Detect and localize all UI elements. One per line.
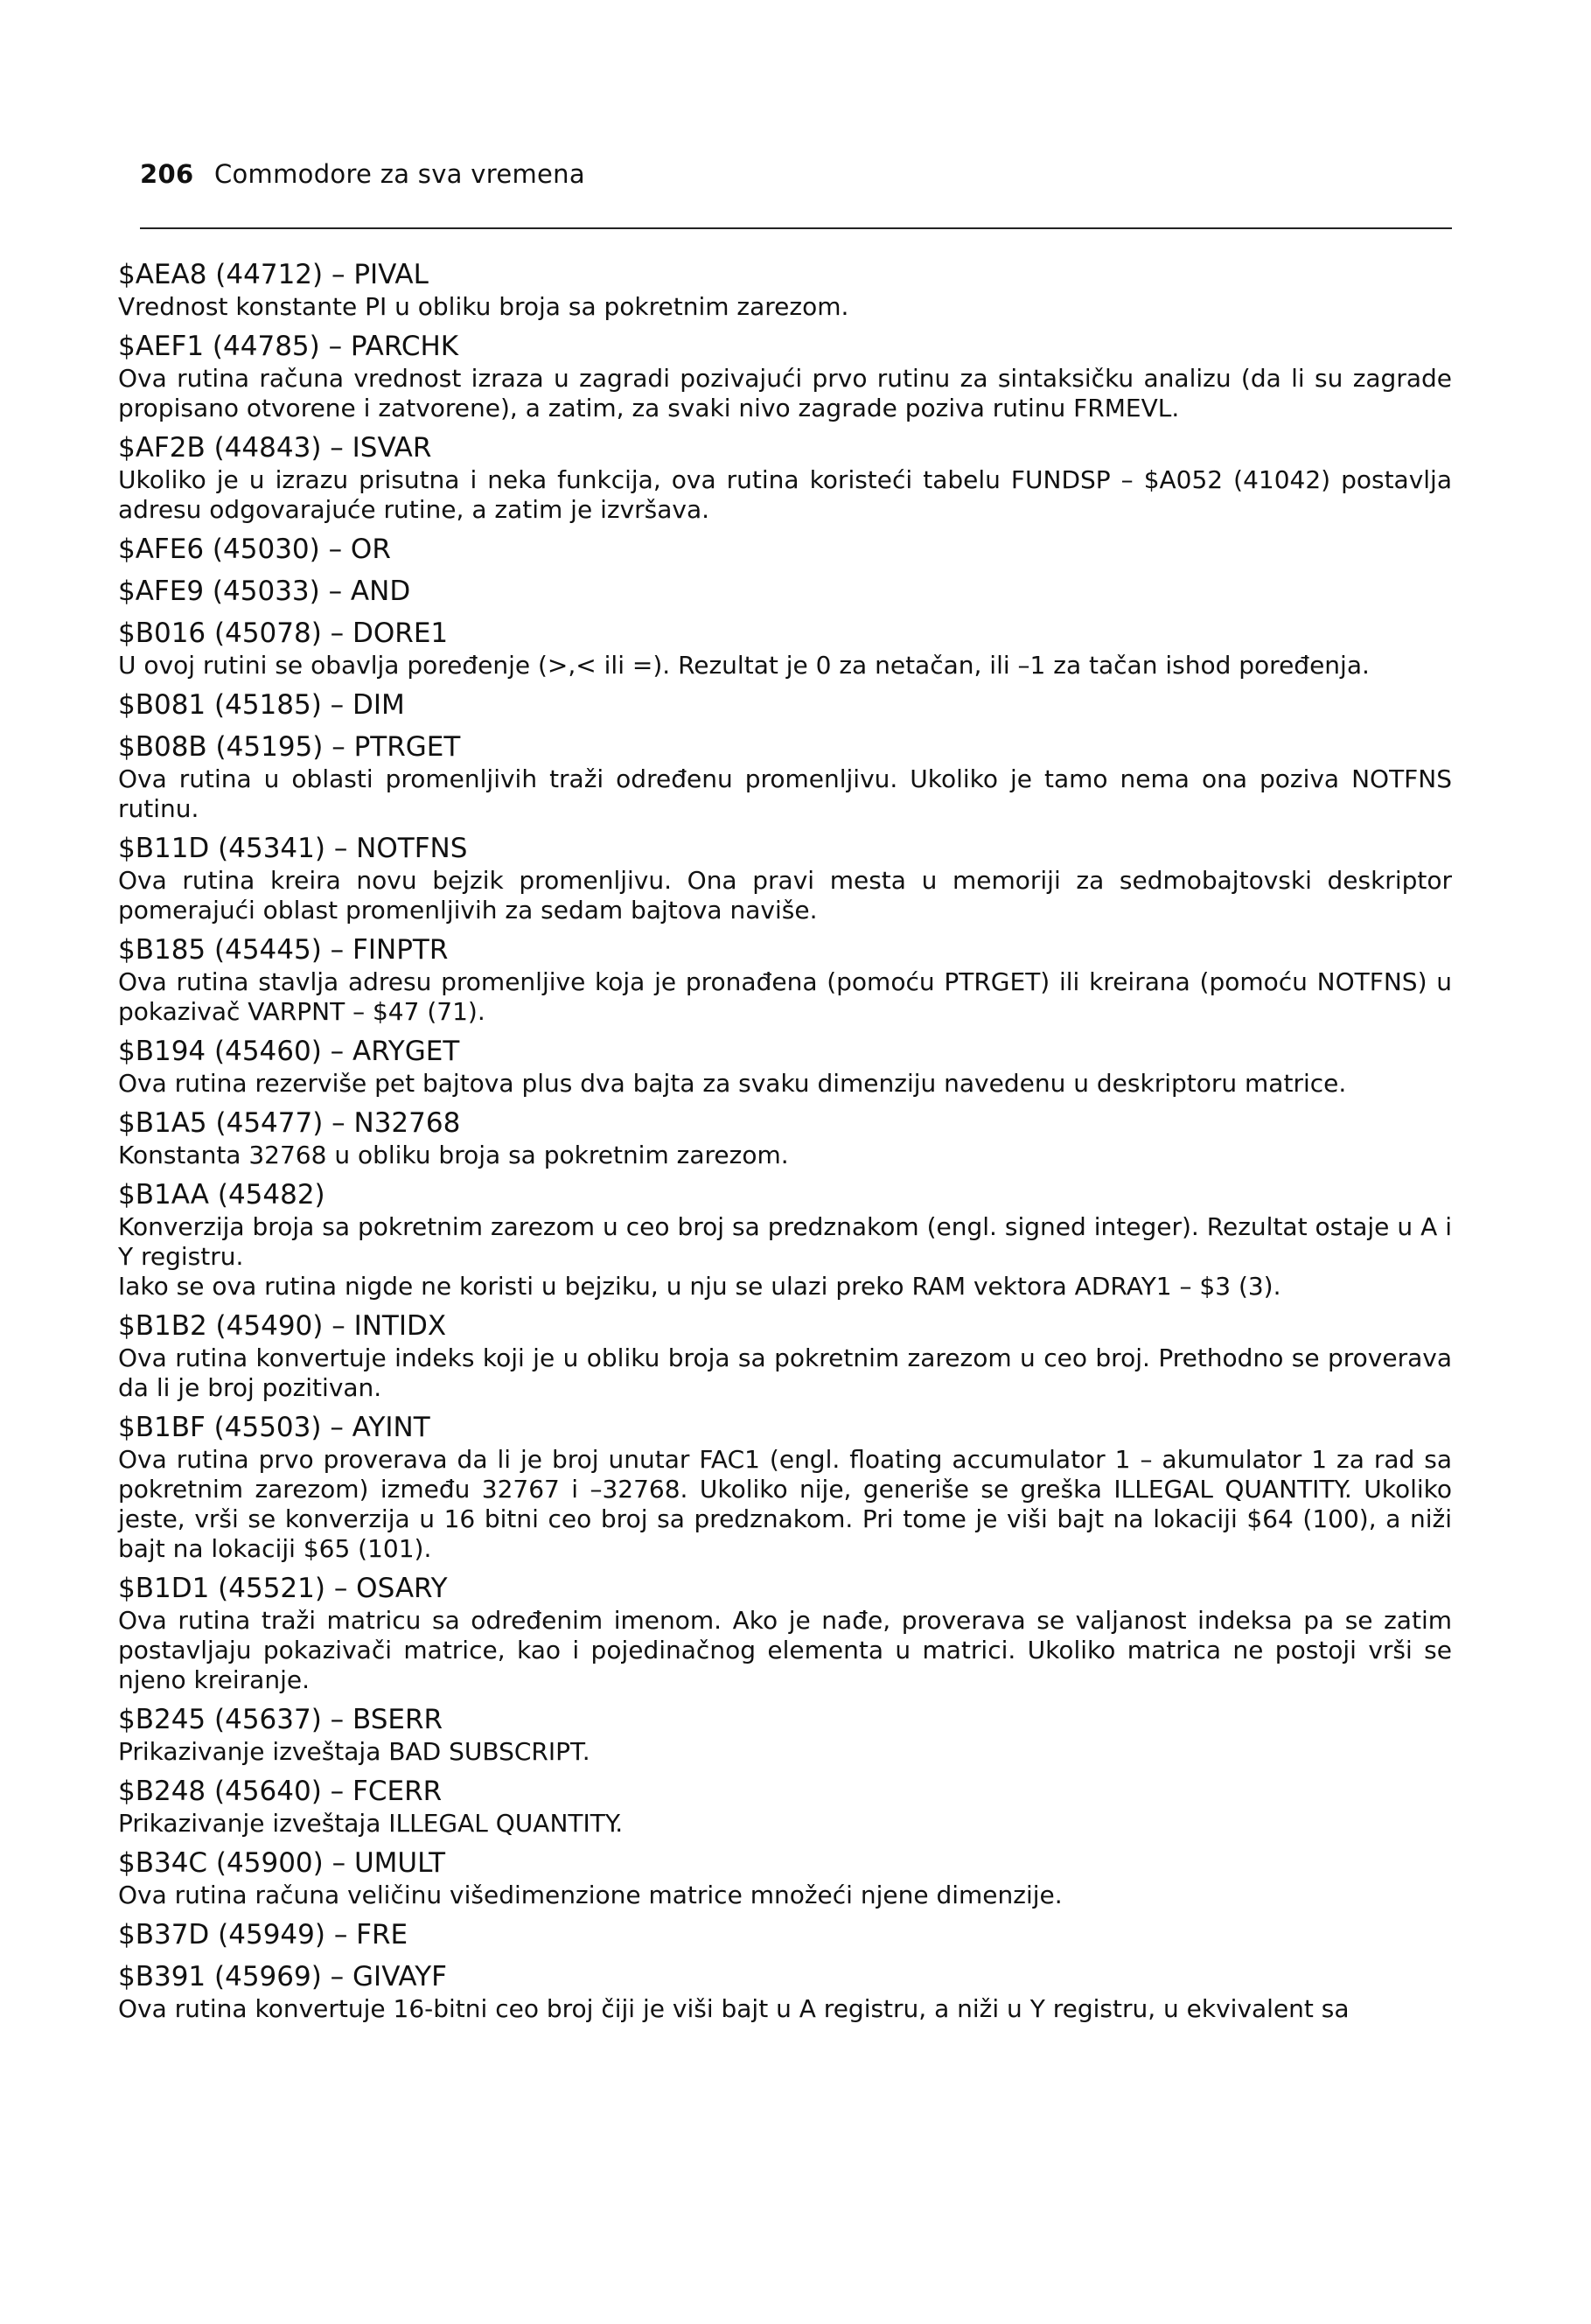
routine-entry: [118, 430, 1461, 525]
routine-entry: [118, 1410, 1461, 1564]
routine-description: Ova rutina prvo proverava da li je broj unutar FAC1 (engl. floating accumulator 1 – akumulator 1 za rad sa pokretnim zarezom) između 32767 i –32768. Ukoliko nije, generiše se greška ILLEGAL QUANTITY. Ukoliko jeste, vrši se konverzija u 16 bitni ceo broj sa predznakom. Pri tome je viši bajt na lokaciji $64 (100), a niži bajt na lokaciji $65 (101).: [118, 1445, 1452, 1563]
routine-entry: [118, 1846, 1461, 1910]
routine-entry: [118, 329, 1461, 423]
routine-entry: [118, 532, 1461, 567]
routine-entry: [118, 1774, 1461, 1839]
routine-heading: $B11D (45341) – NOTFNS: [118, 833, 468, 864]
routine-heading: $B248 (45640) – FCERR: [118, 1776, 443, 1807]
routine-description: Vrednost konstante PI u obliku broja sa pokretnim zarezom.: [118, 292, 849, 321]
routine-entry: [118, 1034, 1461, 1099]
routine-description: Ova rutina stavlja adresu promenljive koja je pronađena (pomoću PTRGET) ili kreirana (pomoću NOTFNS) u pokazivač VARPNT – $47 (71).: [118, 967, 1452, 1026]
routine-description: Ova rutina traži matricu sa određenim imenom. Ako je nađe, proverava se valjanost indeksa pa se zatim postavljaju pokazivači matrice, kao i pojedinačnog elementa u matrici. Ukoliko matrica ne postoji vrši se njeno kreiranje.: [118, 1606, 1452, 1694]
routine-description: Ova rutina računa veličinu višedimenzione matrice množeći njene dimenzije.: [118, 1881, 1063, 1909]
routine-heading: $B37D (45949) – FRE: [118, 1919, 408, 1951]
routine-heading: $B1D1 (45521) – OSARY: [118, 1573, 448, 1604]
routine-entry: [118, 1702, 1461, 1767]
routine-description: Ukoliko je u izrazu prisutna i neka funkcija, ova rutina koristeći tabelu FUNDSP – $A052 (41042) postavlja adresu odgovarajuće rutine, a zatim je izvršava.: [118, 465, 1452, 524]
routine-heading: $AEA8 (44712) – PIVAL: [118, 259, 429, 290]
header-rule: [140, 227, 1452, 229]
routine-entry: [118, 1106, 1461, 1170]
routine-heading: $B1AA (45482): [118, 1179, 325, 1211]
routine-description: Ova rutina računa vrednost izraza u zagradi pozivajući prvo rutinu za sintaksičku analizu (da li su zagrade propisano otvorene i zatvorene), a zatim, za svaki nivo zagrade poziva rutinu FRMEVL.: [118, 364, 1452, 422]
routine-heading: $AFE9 (45033) – AND: [118, 576, 411, 607]
routine-heading: $AEF1 (44785) – PARCHK: [118, 331, 459, 362]
routine-heading: $B34C (45900) – UMULT: [118, 1847, 446, 1879]
routine-heading: $B185 (45445) – FINPTR: [118, 934, 449, 966]
routine-heading: $AFE6 (45030) – OR: [118, 534, 391, 565]
routine-entry: [118, 1959, 1461, 2024]
routine-description: Konverzija broja sa pokretnim zarezom u ceo broj sa predznakom (engl. signed integer). Rezultat ostaje u A i Y registru. Iako se ova rutina nigde ne koristi u bejziku, u nju se ulazi preko RAM vektora ADRAY1 – $3 (3).: [118, 1212, 1452, 1301]
routine-heading: $B08B (45195) – PTRGET: [118, 731, 461, 763]
routine-entry: [118, 1917, 1461, 1952]
routine-heading: $B1B2 (45490) – INTIDX: [118, 1310, 447, 1342]
routine-heading: $B016 (45078) – DORE1: [118, 618, 449, 649]
routine-entry: [118, 687, 1461, 722]
routine-description: Konstanta 32768 u obliku broja sa pokretnim zarezom.: [118, 1141, 789, 1169]
routine-heading: $B081 (45185) – DIM: [118, 689, 405, 721]
page-number: 206: [140, 159, 194, 189]
routine-heading: $B391 (45969) – GIVAYF: [118, 1961, 447, 1992]
routine-heading: $B1BF (45503) – AYINT: [118, 1412, 430, 1443]
page-header: [140, 159, 585, 189]
routine-description: Ova rutina konvertuje indeks koji je u obliku broja sa pokretnim zarezom u ceo broj. Prethodno se proverava da li je broj pozitivan.: [118, 1343, 1452, 1402]
routine-entry: [118, 831, 1461, 925]
routine-description: Ova rutina konvertuje 16-bitni ceo broj čiji je viši bajt u A registru, a niži u Y registru, u ekvivalent sa: [118, 1994, 1350, 2023]
routine-heading: $B1A5 (45477) – N32768: [118, 1107, 461, 1139]
routine-entry: [118, 257, 1461, 322]
entry-list: [118, 250, 1461, 2024]
routine-description: U ovoj rutini se obavlja poređenje (>,< ili =). Rezultat je 0 za netačan, ili –1 za tačan ishod poređenja.: [118, 651, 1370, 680]
routine-description: Ova rutina rezerviše pet bajtova plus dva bajta za svaku dimenziju navedenu u deskriptoru matrice.: [118, 1069, 1347, 1098]
routine-heading: $B245 (45637) – BSERR: [118, 1704, 443, 1735]
running-title: Commodore za sva vremena: [213, 159, 585, 189]
routine-entry: [118, 729, 1461, 824]
routine-entry: [118, 1177, 1461, 1302]
routine-entry: [118, 932, 1461, 1027]
routine-entry: [118, 616, 1461, 680]
routine-entry: [118, 574, 1461, 609]
routine-heading: $B194 (45460) – ARYGET: [118, 1036, 460, 1067]
routine-entry: [118, 1571, 1461, 1695]
routine-description: Prikazivanje izveštaja BAD SUBSCRIPT.: [118, 1737, 590, 1766]
routine-description: Prikazivanje izveštaja ILLEGAL QUANTITY.: [118, 1809, 624, 1838]
routine-entry: [118, 1309, 1461, 1403]
routine-description: Ova rutina kreira novu bejzik promenljivu. Ona pravi mesta u memoriji za sedmobajtovski deskriptor pomerajući oblast promenljivih za sedam bajtova naviše.: [118, 866, 1452, 925]
routine-description: Ova rutina u oblasti promenljivih traži određenu promenljivu. Ukoliko je tamo nema ona poziva NOTFNS rutinu.: [118, 764, 1452, 823]
routine-heading: $AF2B (44843) – ISVAR: [118, 432, 432, 464]
